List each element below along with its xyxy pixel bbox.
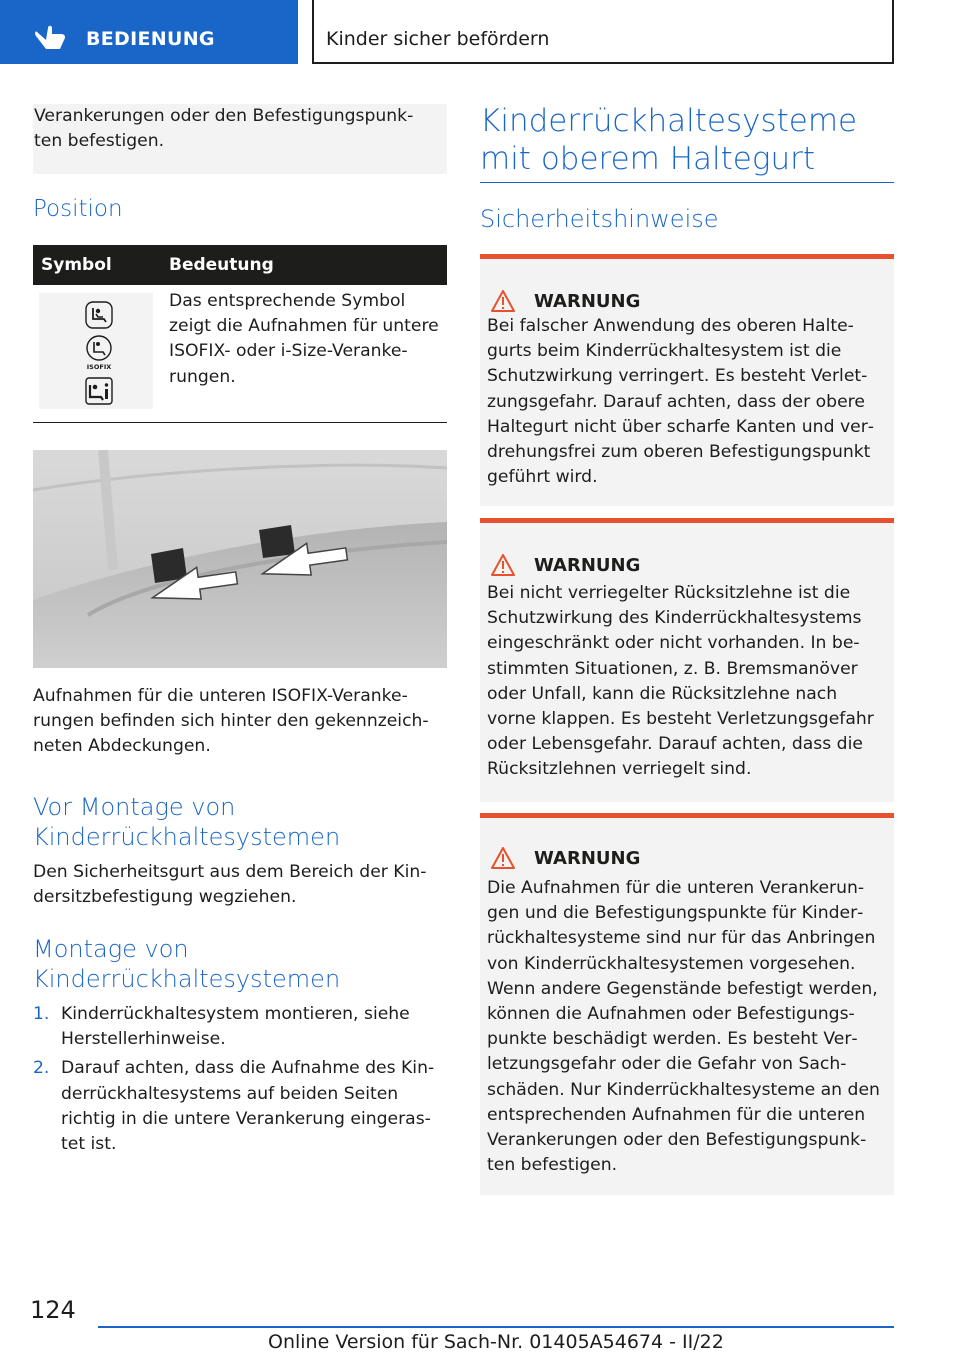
warning-title: WARNUNG <box>534 555 641 576</box>
hand-pointer-icon <box>34 22 68 52</box>
online-version-text: Online Version für Sach-Nr. 01405A54674 - II/22 <box>268 1331 724 1353</box>
warning-header <box>490 553 641 577</box>
footer-line <box>98 1326 894 1328</box>
warning-title: WARNUNG <box>534 291 641 312</box>
warning-triangle-icon <box>490 553 516 577</box>
warning-box <box>480 813 894 1195</box>
chapter-title: Kinder sicher befördern <box>326 28 550 50</box>
safety-heading: Sicherheitshinweise <box>480 205 719 233</box>
before-mounting-heading: Vor Montage von Kinderrückhaltesystemen <box>33 793 341 851</box>
warning-triangle-icon <box>490 846 516 870</box>
rear-seat-illustration <box>33 450 447 668</box>
list-item <box>33 1002 447 1052</box>
section-label: BEDIENUNG <box>86 28 215 50</box>
mounting-heading: Montage von Kinderrückhaltesystemen <box>33 935 341 993</box>
step-number: 1. <box>33 1004 50 1024</box>
i-size-icon <box>85 377 113 405</box>
step-text: Darauf achten, dass die Aufnahme des Kin‐ derrückhaltesystems auf beiden Seiten richtig in die untere Verankerung eingeras‐ tet ist. <box>61 1058 435 1155</box>
warning-text: Bei nicht verriegelter Rücksitzlehne ist die Schutzwirkung des Kinderrückhaltesystems eingeschränkt oder nicht vorhanden. In be‐ stimmten Situationen, z. B. Bremsmanöver oder Unfall, kann die Rücksitzlehne nach vorne klappen. Es besteht Verletzungsgefahr oder Lebensgefahr. Darauf achten, dass die Rücksitzlehnen verriegelt sind. <box>487 583 874 780</box>
warning-triangle-icon <box>490 289 516 313</box>
continued-warning-box <box>33 104 447 174</box>
warning-header <box>490 289 641 313</box>
mounting-steps-list <box>33 1002 447 1157</box>
warning-text: Die Aufnahmen für die unteren Verankerun‐ gen und die Befestigungspunkte für Kinder‐ rückhaltesysteme sind nur für das Anbringen von Kinderrückhaltesystemen vorgesehen. Wenn andere Gegenstände befestigt werden, können die Aufnahmen oder Befestigungs‐ punkte beschädigt werden. Es besteht Ver‐ letzungsgefahr oder die Gefahr von Sach‐ schäden. Nur Kinderrückhaltesysteme an den entsprechenden Aufnahmen für die unteren Verankerungen oder den Befestigungspunk‐ ten befestigen. <box>487 878 880 1176</box>
isofix-anchor-photo <box>33 450 447 668</box>
meaning-cell: Das entsprechende Symbol zeigt die Aufnahmen für untere ISOFIX- oder i-Size-Veranke‐ rungen. <box>169 291 439 387</box>
step-number: 2. <box>33 1058 50 1079</box>
warning-text: Bei falscher Anwendung des oberen Halte‐ gurts beim Kinderrückhaltesystem ist die Schutzwirkung verringert. Es besteht Verlet‐ zungsgefahr. Darauf achten, dass der obere Haltegurt nicht über scharfe Kanten und ver‐ drehungsfrei zum oberen Befestigungspunkt geführt wird. <box>487 316 874 488</box>
step-text: Kinderrückhaltesystem montieren, siehe Herstellerhinweise. <box>61 1004 410 1050</box>
list-item <box>33 1056 447 1157</box>
isofix-icon-label: ISOFIX <box>86 363 112 371</box>
section-tab <box>0 0 298 64</box>
continued-warning-text: Verankerungen oder den Befestigungspunk‐ ten befestigen. <box>34 106 414 152</box>
warning-box <box>480 518 894 802</box>
child-seat-icon <box>85 301 113 329</box>
divider <box>33 422 447 423</box>
isofix-icon <box>85 335 113 371</box>
meaning-column-header: Bedeutung <box>161 245 447 285</box>
symbol-cell <box>33 285 161 453</box>
photo-caption: Aufnahmen für die unteren ISOFIX-Veranke‐ rungen befinden sich hinter den gekennzeich‐ neten Abdeckungen. <box>33 686 429 757</box>
warning-header <box>490 846 641 870</box>
before-mounting-text: Den Sicherheitsgurt aus dem Bereich der Kin‐ dersitzbefestigung wegziehen. <box>33 862 427 908</box>
warning-title: WARNUNG <box>534 848 641 869</box>
main-heading: Kinderrückhaltesysteme mit oberem Haltegurt <box>480 103 858 177</box>
warning-box <box>480 254 894 506</box>
position-heading: Position <box>33 196 123 222</box>
symbol-column-header: Symbol <box>33 245 161 285</box>
chapter-title-box <box>312 0 894 64</box>
page-number: 124 <box>30 1296 76 1324</box>
heading-underline <box>480 182 894 183</box>
